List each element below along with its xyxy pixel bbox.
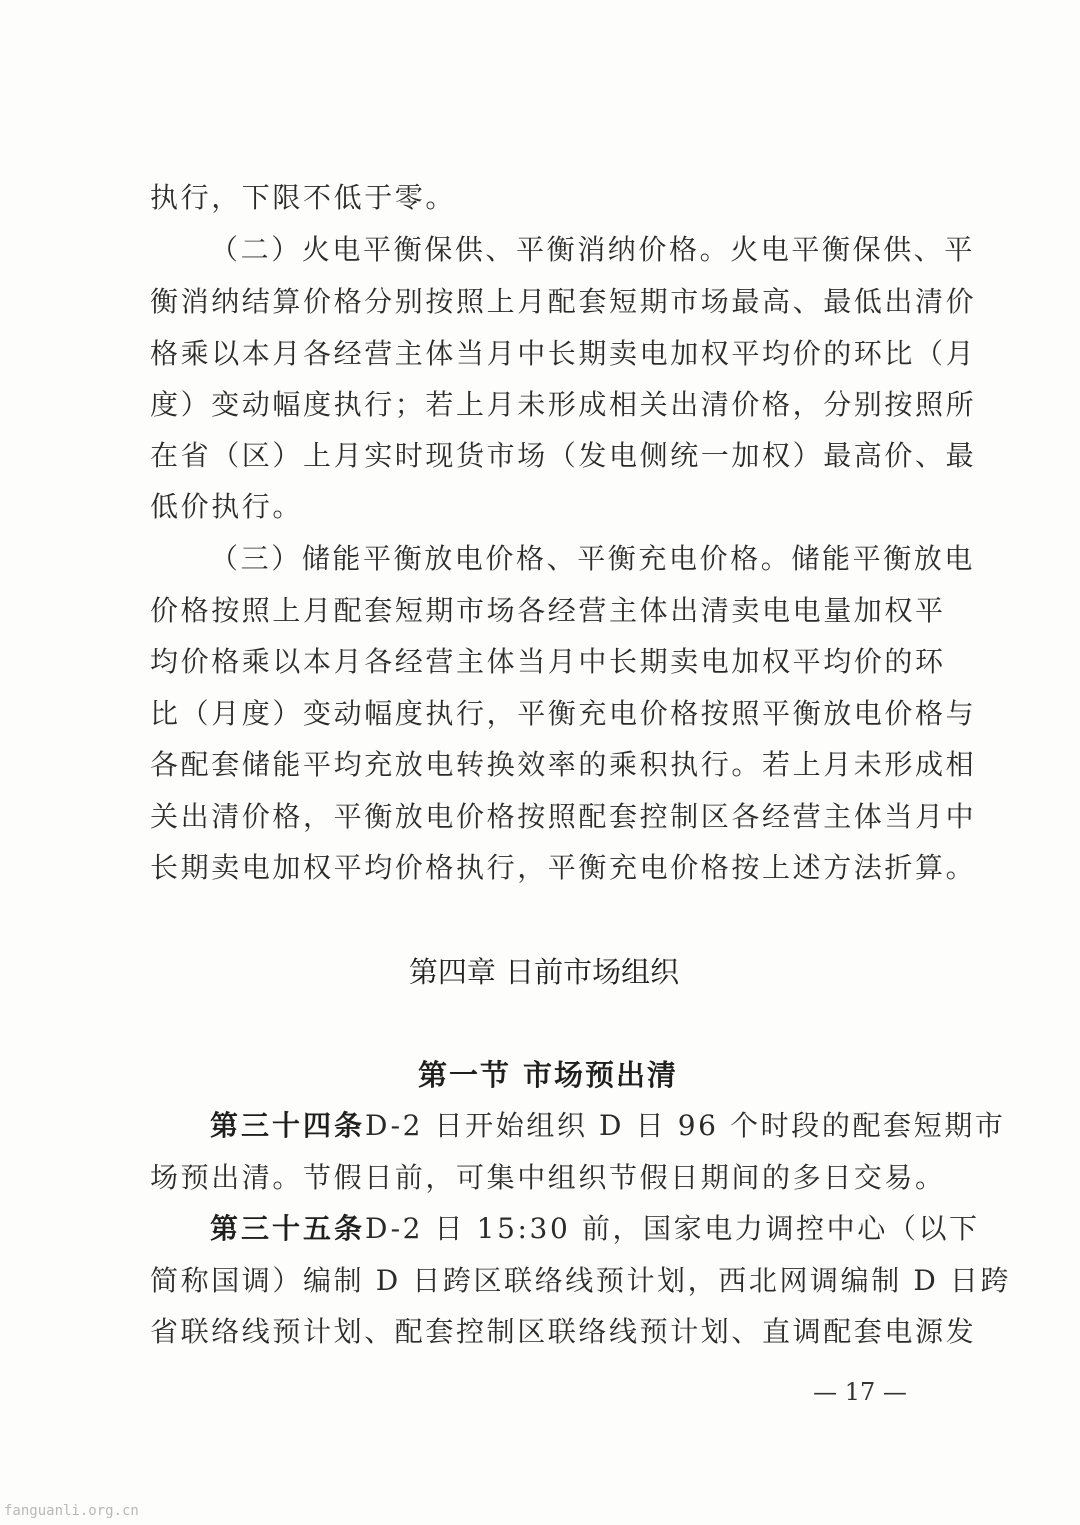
chapter-title: 第四章 日前市场组织 (408, 955, 680, 989)
watermark-text: fanguanli.org.cn (4, 1503, 139, 1519)
paragraph-line: 均价格乘以本月各经营主体当月中长期卖电加权平均价的环 (150, 645, 946, 678)
article-number: 第三十四条 (210, 1109, 366, 1142)
paragraph-line: 价格按照上月配套短期市场各经营主体出清卖电电量加权平 (150, 594, 946, 627)
paragraph-line: 在省（区）上月实时现货市场（发电侧统一加权）最高价、最 (150, 439, 977, 472)
paragraph-line: 衡消纳结算价格分别按照上月配套短期市场最高、最低出清价 (150, 285, 977, 318)
page-number: — 17 — (813, 1378, 907, 1406)
paragraph-line: 关出清价格，平衡放电价格按照配套控制区各经营主体当月中 (150, 800, 977, 833)
article-first-line (210, 1209, 980, 1249)
paragraph-line: 度）变动幅度执行；若上月未形成相关出清价格，分别按照所 (150, 388, 977, 421)
paragraph-line: 省联络线预计划、配套控制区联络线预计划、直调配套电源发 (150, 1315, 977, 1348)
paragraph-line: 简称国调）编制 D 日跨区联络线预计划，西北网调编制 D 日跨 (150, 1264, 1012, 1297)
paragraph-line: 低价执行。 (150, 490, 304, 523)
paragraph-line: 格乘以本月各经营主体当月中长期卖电加权平均价的环比（月 (150, 337, 977, 370)
paragraph-line: 比（月度）变动幅度执行，平衡充电价格按照平衡放电价格与 (150, 697, 977, 730)
paragraph-line: 长期卖电加权平均价格执行，平衡充电价格按上述方法折算。 (150, 851, 977, 884)
paragraph-line: （二）火电平衡保供、平衡消纳价格。火电平衡保供、平 (210, 233, 976, 266)
paragraph-line: 执行，下限不低于零。 (150, 181, 457, 214)
article-first-line (210, 1106, 1006, 1146)
paragraph-line: 各配套储能平均充放电转换效率的乘积执行。若上月未形成相 (150, 748, 977, 781)
paragraph-line: （三）储能平衡放电价格、平衡充电价格。储能平衡放电 (210, 542, 976, 575)
article-text: D-2 日开始组织 D 日 96 个时段的配套短期市 (365, 1109, 1006, 1142)
article-number: 第三十五条 (210, 1212, 366, 1245)
paragraph-line: 场预出清。节假日前，可集中组织节假日期间的多日交易。 (150, 1161, 946, 1194)
section-title: 第一节 市场预出清 (417, 1058, 679, 1092)
article-text: D-2 日 15:30 前，国家电力调控中心（以下 (365, 1212, 980, 1245)
